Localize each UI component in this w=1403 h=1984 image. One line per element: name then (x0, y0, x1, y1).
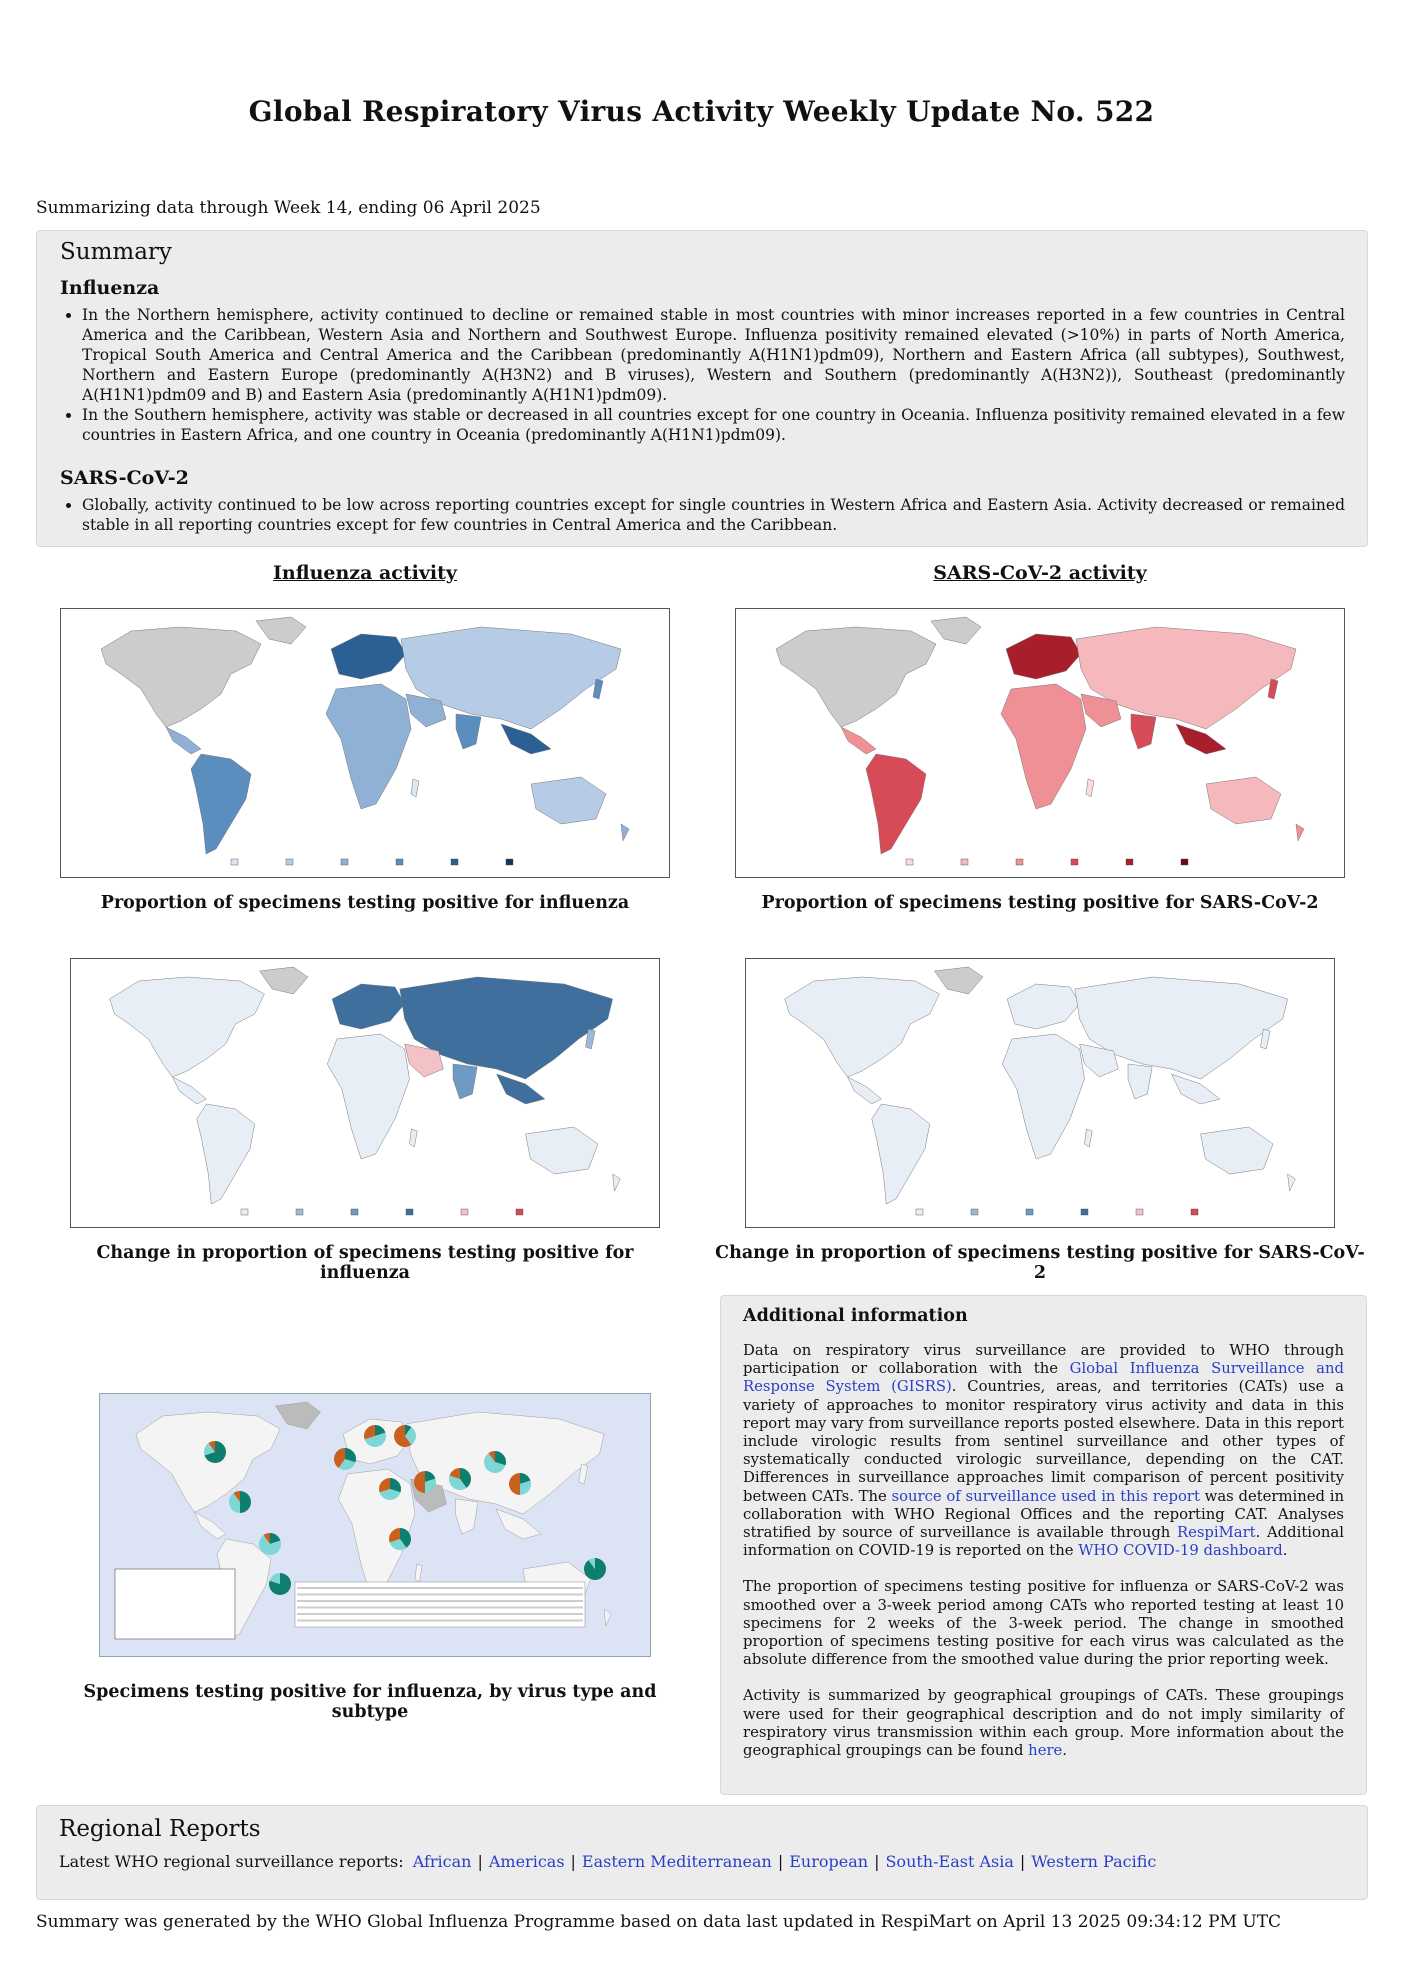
sarscov2-bullets (60, 495, 1345, 535)
legend-swatch (396, 859, 403, 865)
influenza-bullets (60, 305, 1345, 445)
additional-info-paragraph-2: The proportion of specimens testing positive for influenza or SARS-CoV-2 was smoothed over a 3-week period among CATs who reported testing at least 10 specimens for 2 weeks of the 3-week period. The change in smoothed proportion of specimens testing positive for each virus was calculated as the absolute difference from the smoothed value during the prior reporting week. (743, 1578, 1344, 1669)
legend-swatch (406, 1209, 413, 1215)
southeast-asia-region (497, 1074, 545, 1104)
south-america-region (866, 754, 926, 854)
regional-link-western-pacific[interactable]: Western Pacific (1031, 1852, 1157, 1871)
legend-swatch (516, 1209, 523, 1215)
north-america-region (776, 627, 936, 727)
influenza-subtype-map (99, 1393, 651, 1657)
central-america-region (848, 1077, 882, 1104)
regional-intro: Latest WHO regional surveillance reports: (59, 1852, 404, 1871)
influenza-positivity-map (60, 608, 670, 878)
influenza-change-caption: Change in proportion of specimens testing positive for influenza (96, 1243, 634, 1283)
africa-region (1001, 684, 1086, 809)
legend-swatch (971, 1209, 978, 1215)
separator: | (570, 1852, 576, 1871)
surveillance-source-link[interactable]: source of surveillance used in this report (891, 1487, 1200, 1505)
sarscov2-positivity-caption: Proportion of specimens testing positive for SARS-CoV-2 (761, 893, 1319, 913)
sarscov2-change-map (745, 958, 1335, 1228)
new-zealand-region (1296, 824, 1304, 841)
legend-swatch (1081, 1209, 1088, 1215)
summary-panel (36, 230, 1368, 547)
separator: | (1019, 1852, 1026, 1871)
new-zealand-region (621, 824, 629, 841)
influenza-positivity-caption: Proportion of specimens testing positive for influenza (100, 893, 630, 913)
legend-swatch (506, 859, 513, 865)
sarscov2-positivity-map (735, 608, 1345, 878)
text-span: was determined in collaboration with WHO Regional Offices and the reporting CAT. Analyses stratified by source of surveillance is available through (743, 1487, 1344, 1542)
legend-swatch (1191, 1209, 1198, 1215)
india-region (453, 1064, 477, 1099)
text-span: Activity is summarized by geographical groupings of CATs. These groupings were used for their geographical description and do not imply similarity of respiratory virus transmission within each group. More information about the geographical groupings can be found (743, 1687, 1344, 1760)
india-region (1131, 714, 1156, 749)
regional-link-african[interactable]: African (412, 1852, 472, 1871)
europe-region (331, 634, 406, 679)
legend-swatch (1026, 1209, 1033, 1215)
madagascar-region (411, 779, 419, 797)
separator: | (777, 1852, 784, 1871)
influenza-bullet-northern: • In the Northern hemisphere, activity continued to decline or remained stable in most countries with minor increases reported in a few countries in Central America and the Caribbean, Western Asia and Northern and Southwest Europe. Influenza positivity remained elevated (>10%) in parts of North America, Tropical South America and Central America and the Caribbean (predominantly A(H1N1)pdm09), Northern and Eastern Africa (all subtypes), Southwest, Northern and Eastern Europe (predominantly A(H3N2) and B viruses), Western and Southern (predominantly A(H3N2)), Southeast (predominantly A(H1N1)pdm09 and B) and Eastern Asia (predominantly A(H1N1)pdm09). (82, 305, 1345, 405)
gisrs-link[interactable]: Global Influenza Surveillance and Response System (GISRS) (743, 1360, 1344, 1396)
legend-swatch (341, 859, 348, 865)
india-region (456, 714, 481, 749)
south-america-region (191, 754, 251, 854)
india-region (1128, 1064, 1152, 1099)
central-america-region (173, 1077, 207, 1104)
regional-link-eastern-mediterranean[interactable]: Eastern Mediterranean (581, 1852, 772, 1871)
additional-info-paragraph-3 (743, 1687, 1344, 1760)
south-america-region (872, 1104, 930, 1204)
footer-note: Summary was generated by the WHO Global Influenza Programme based on data last updated in RespiMart on April 13 2025 09:34:12 PM UTC (36, 1912, 1282, 1932)
southeast-asia-region (1176, 724, 1226, 754)
africa-region (327, 1034, 409, 1159)
legend-swatch (231, 859, 238, 865)
australia-region (531, 777, 606, 824)
legend-swatch (461, 1209, 468, 1215)
regional-reports-heading: Regional Reports (59, 1816, 261, 1842)
sarscov2-change-caption: Change in proportion of specimens testing positive for SARS-CoV-2 (715, 1243, 1365, 1283)
text-span: . Additional information on COVID-19 is reported on the (743, 1524, 1344, 1560)
legend-swatch (1136, 1209, 1143, 1215)
southeast-asia-region (501, 724, 551, 754)
sarscov2-heading: SARS-CoV-2 (60, 467, 189, 489)
legend-swatch (451, 859, 458, 865)
regional-reports-panel (36, 1805, 1368, 1900)
text-span: . (1282, 1542, 1288, 1560)
greenland-region (256, 617, 306, 644)
respimart-link[interactable]: RespiMart (1176, 1524, 1256, 1542)
australia-region (1206, 777, 1281, 824)
influenza-bullet-southern: • In the Southern hemisphere, activity was stable or decreased in all countries except for one country in Oceania. Influenza positivity remained elevated in a few countries in Eastern Africa, and one country in Oceania (predominantly A(H1N1)pdm09). (82, 405, 1345, 445)
europe-region (332, 984, 405, 1029)
additional-info-panel (720, 1295, 1367, 1795)
influenza-subtype-caption: Specimens testing positive for influenza, by virus type and subtype (83, 1682, 657, 1722)
europe-region (1006, 634, 1081, 679)
text-span: . (1062, 1742, 1068, 1760)
legend-swatch (296, 1209, 303, 1215)
madagascar-region (409, 1129, 417, 1147)
legend-swatch (1071, 859, 1078, 865)
africa-region (326, 684, 411, 809)
report-period: Summarizing data through Week 14, ending 06 April 2025 (36, 198, 541, 218)
legend-swatch (906, 859, 913, 865)
legend-swatch (961, 859, 968, 865)
separator: | (477, 1852, 483, 1871)
southeast-asia-region (1172, 1074, 1220, 1104)
summary-heading: Summary (60, 239, 172, 265)
page-title: Global Respiratory Virus Activity Weekly Update No. 522 (248, 95, 1155, 128)
sarscov2-activity-title: SARS-CoV-2 activity (933, 562, 1147, 584)
legend-swatch (351, 1209, 358, 1215)
north-america-region (110, 977, 265, 1077)
additional-info-heading: Additional information (743, 1306, 968, 1326)
influenza-change-map (70, 958, 660, 1228)
legend-swatch (1016, 859, 1023, 865)
north-america-region (101, 627, 261, 727)
regional-link-americas[interactable]: Americas (488, 1852, 565, 1871)
groupings-here-link[interactable]: here (1028, 1742, 1063, 1760)
greenland-region (935, 967, 983, 994)
new-zealand-region (613, 1174, 621, 1191)
greenland-region (260, 967, 308, 994)
central-america-region (841, 727, 876, 754)
australia-region (526, 1127, 599, 1174)
madagascar-region (1084, 1129, 1092, 1147)
separator: | (874, 1852, 880, 1871)
legend-swatch (916, 1209, 923, 1215)
text-span: . Countries, areas, and territories (CATs) use a variety of approaches to monitor respiratory virus activity and data in this report may vary from surveillance reports posted elsewhere. Data in this report include virologic results from sentinel surveillance and other types of systematically conducted virologic surveillance, depending on the CAT. Differences in surveillance approaches limit comparison of percent positivity between CATs. The (743, 1378, 1345, 1505)
north-america-region (785, 977, 940, 1077)
regional-link-south-east-asia[interactable]: South-East Asia (885, 1852, 1014, 1871)
legend-swatch (1126, 859, 1133, 865)
legend-swatch (286, 859, 293, 865)
legend-swatch (241, 1209, 248, 1215)
europe-region (1007, 984, 1080, 1029)
influenza-activity-title: Influenza activity (273, 562, 457, 584)
legend-box (115, 1569, 235, 1639)
south-america-region (197, 1104, 255, 1204)
australia-region (1201, 1127, 1274, 1174)
regional-links-line (59, 1852, 1345, 1871)
influenza-heading: Influenza (60, 277, 160, 299)
new-zealand-region (1288, 1174, 1296, 1191)
greenland-region (931, 617, 981, 644)
sarscov2-bullet-global: • Globally, activity continued to be low across reporting countries except for single countries in Western Africa and Eastern Asia. Activity decreased or remained stable in all reporting countries except for few countries in Central America and the Caribbean. (82, 495, 1345, 535)
africa-region (1002, 1034, 1084, 1159)
regional-link-european[interactable]: European (789, 1852, 869, 1871)
central-america-region (166, 727, 201, 754)
text-span: Data on respiratory virus surveillance are provided to WHO through participation or collaboration with the (743, 1342, 1344, 1378)
additional-info-paragraph-1 (743, 1342, 1344, 1560)
covid-dashboard-link[interactable]: WHO COVID-19 dashboard (1078, 1542, 1283, 1560)
madagascar-region (1086, 779, 1094, 797)
legend-swatch (1181, 859, 1188, 865)
